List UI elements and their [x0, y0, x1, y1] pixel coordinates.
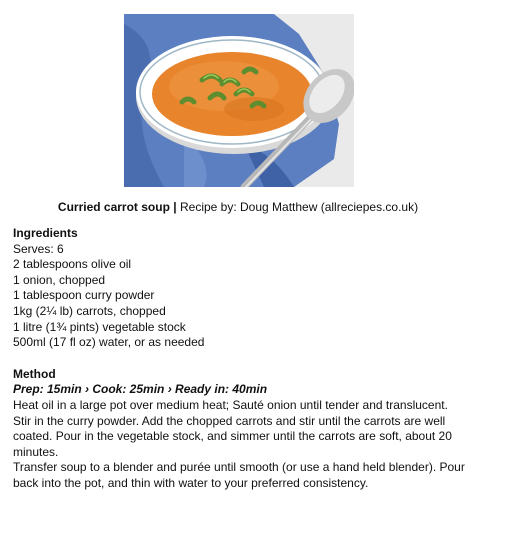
ingredient-item: 2 tablespoons olive oil: [13, 257, 132, 272]
ingredient-item: 1 litre (1¾ pints) vegetable stock: [13, 319, 186, 334]
method-step: Transfer soup to a blender and purée until smooth (or use a hand held blender). Pour back into the pot, and thin with water to your preferred consistency.: [13, 460, 465, 490]
method-step: Heat oil in a large pot over medium heat; Sauté onion until tender and translucent.: [13, 397, 448, 412]
recipe-title: Curried carrot soup: [57, 200, 170, 214]
ingredient-item: 500ml (17 fl oz) water, or as needed: [13, 335, 205, 350]
soup-bowl-photo-icon: [124, 14, 354, 187]
recipe-credit: Recipe by: Doug Matthew (allreciepes.co.uk): [179, 200, 419, 214]
section-gap: [13, 351, 503, 367]
recipe-caption: [0, 200, 476, 216]
soup-photo: [124, 14, 354, 187]
serves-line: Serves: 6: [13, 241, 64, 256]
method-step: Stir in the curry powder. Add the chopped carrots and stir until the carrots are well coated. Pour in the vegetable stock, and simmer until the carrots are soft, about 20 minutes.: [13, 413, 452, 459]
method-times: Prep: 15min › Cook: 25min › Ready in: 40min: [13, 382, 268, 397]
ingredients-heading: Ingredients: [13, 226, 78, 240]
method-heading: Method: [13, 366, 56, 381]
ingredient-item: 1 tablespoon curry powder: [13, 288, 155, 303]
ingredient-item: 1 onion, chopped: [13, 272, 106, 287]
ingredient-item: 1kg (2¼ lb) carrots, chopped: [13, 303, 166, 318]
recipe-body: [13, 226, 503, 492]
caption-separator: |: [173, 200, 177, 214]
